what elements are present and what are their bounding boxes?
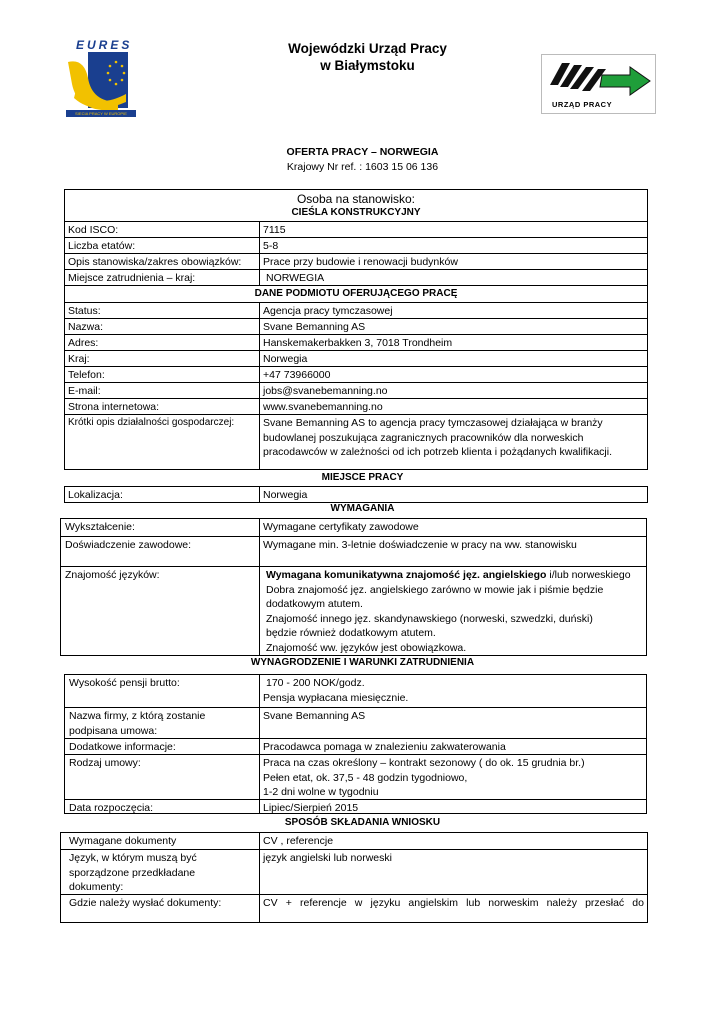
- location-label: Lokalizacja:: [68, 489, 123, 501]
- business-desc-line: pracodawców w zależności od ich potrzeb klienta i pożądanych kwalifikacji.: [263, 446, 613, 458]
- table-row: [65, 414, 647, 469]
- table-row: [65, 382, 647, 398]
- table-row: [65, 398, 647, 414]
- email-value: jobs@svanebemanning.no: [259, 383, 647, 398]
- start-date-value: Lipiec/Sierpień 2015: [259, 800, 646, 813]
- company-value: Svane Bemanning AS: [259, 708, 646, 738]
- table-row: [61, 894, 647, 922]
- table-row: [65, 318, 647, 334]
- contract-line: Praca na czas określony – kontrakt sezonowy ( do ok. 15 grudnia br.): [263, 757, 585, 769]
- gross-salary-value: [259, 675, 646, 707]
- location-value: Norwegia: [259, 487, 647, 502]
- languages-bold: Wymagana komunikatywna znajomość jęz. angielskiego: [266, 569, 547, 581]
- table-row: [65, 221, 647, 237]
- start-date-label: Data rozpoczęcia:: [69, 802, 154, 814]
- education-label: Wykształcenie:: [65, 521, 135, 533]
- experience-value: Wymagane min. 3-letnie doświadczenie w pracy na ww. stanowisku: [259, 537, 646, 566]
- jobs-count-value: 5-8: [259, 238, 647, 253]
- gross-salary-line: Pensja wypłacana miesięcznie.: [263, 691, 409, 704]
- employer-heading-row: [65, 285, 647, 302]
- extra-info-label: Dodatkowe informacje:: [69, 741, 176, 753]
- country-label: Miejsce zatrudnienia – kraj:: [68, 272, 196, 284]
- position-label: Osoba na stanowisko:: [296, 192, 416, 206]
- table-row: [61, 833, 647, 849]
- table-row: [65, 799, 646, 813]
- docs-language-label-line: sporządzone przedkładane: [69, 866, 196, 879]
- send-docs-value: CV + referencje w języku angielskim lub norweskim należy przesłać do: [259, 895, 647, 922]
- header-title-line2: w Białymstoku: [320, 58, 415, 73]
- languages-value: [259, 567, 646, 655]
- send-docs-label: Gdzie należy wysłać dokumenty:: [69, 897, 222, 909]
- table-row: [65, 707, 646, 738]
- requirements-table: [60, 518, 647, 656]
- required-docs-value: CV , referencje: [259, 833, 647, 849]
- eures-emblem-icon: [66, 50, 136, 118]
- country-value: NORWEGIA: [259, 270, 647, 285]
- table-row: [65, 269, 647, 285]
- salary-table: [64, 674, 647, 814]
- company-label-line: Nazwa firmy, z którą zostanie: [69, 710, 206, 722]
- requirements-heading: WYMAGANIA: [330, 503, 395, 514]
- languages-label: Znajomość języków:: [65, 569, 160, 581]
- eures-logo: [66, 38, 136, 118]
- table-row: [65, 237, 647, 253]
- experience-label: Doświadczenie zawodowe:: [65, 539, 192, 551]
- application-table: [60, 832, 648, 923]
- position-table: [64, 189, 648, 470]
- header-title: [200, 40, 535, 74]
- employer-country-label: Kraj:: [68, 353, 90, 365]
- eures-logo-text: EURES: [76, 38, 133, 52]
- table-row: [61, 519, 646, 536]
- contract-value: [259, 755, 646, 799]
- table-row: [65, 253, 647, 269]
- workplace-table: [64, 486, 648, 503]
- languages-line: będzie również dodatkowym atutem.: [266, 627, 436, 639]
- languages-line: Dobra znajomość jęz. angielskiego zarówno w mowie jak i piśmie będzie: [266, 583, 604, 596]
- table-row: [65, 754, 646, 799]
- docs-language-label-line: dokumenty:: [69, 881, 124, 893]
- docs-language-value: język angielski lub norweski: [259, 850, 647, 894]
- employer-heading: DANE PODMIOTU OFERUJĄCEGO PRACĘ: [254, 288, 458, 299]
- docs-language-label: [61, 850, 259, 894]
- address-label: Adres:: [68, 337, 99, 349]
- docs-language-label-line: Język, w którym muszą być: [69, 852, 197, 864]
- urzad-pracy-logo-text: URZĄD PRACY: [552, 100, 613, 109]
- table-row: [65, 487, 647, 502]
- urzad-pracy-logo: [541, 54, 656, 114]
- table-row: [61, 566, 646, 655]
- languages-line: [266, 568, 643, 583]
- duties-value: Prace przy budowie i renowacji budynków: [259, 254, 647, 269]
- business-desc-line: Svane Bemanning AS to agencja pracy tymczasowej działająca w branży: [263, 417, 603, 429]
- workplace-heading: MIEJSCE PRACY: [321, 472, 404, 483]
- company-label-line: podpisana umowa:: [69, 724, 158, 737]
- table-row: [65, 366, 647, 382]
- table-row: [65, 350, 647, 366]
- position-name: CIEŚLA KONSTRUKCYJNY: [291, 207, 421, 218]
- business-desc-value: [259, 415, 647, 469]
- status-label: Status:: [68, 305, 101, 317]
- contract-line: 1-2 dni wolne w tygodniu: [263, 786, 379, 798]
- status-value: Agencja pracy tymczasowej: [259, 303, 647, 318]
- table-row: [61, 536, 646, 566]
- table-row: [61, 849, 647, 894]
- duties-label: Opis stanowiska/zakres obowiązków:: [68, 256, 242, 268]
- table-row: [65, 334, 647, 350]
- application-heading: SPOSÓB SKŁADANIA WNIOSKU: [284, 817, 441, 828]
- required-docs-label: Wymagane dokumenty: [69, 835, 177, 847]
- isco-label: Kod ISCO:: [68, 224, 119, 236]
- company-label: [65, 708, 259, 738]
- address-value: Hanskemakerbakken 3, 7018 Trondheim: [259, 335, 647, 350]
- offer-ref: Krajowy Nr ref. : 1603 15 06 136: [286, 161, 439, 173]
- salary-heading: WYNAGRODZENIE I WARUNKI ZATRUDNIENIA: [250, 657, 475, 668]
- contract-line: Pełen etat, ok. 37,5 - 48 godzin tygodniowo,: [263, 771, 468, 784]
- table-row: [65, 738, 646, 754]
- extra-info-value: Pracodawca pomaga w znalezieniu zakwaterowania: [259, 739, 646, 754]
- gross-salary-line: 170 - 200 NOK/godz.: [266, 677, 365, 689]
- languages-rest: i/lub norweskiego: [546, 569, 631, 581]
- languages-line: Znajomość innego jęz. skandynawskiego (norweski, szwedzki, duński): [266, 612, 593, 625]
- header-title-line1: Wojewódzki Urząd Pracy: [288, 41, 447, 56]
- languages-line: Znajomość ww. języków jest obowiązkowa.: [266, 641, 467, 654]
- jobs-count-label: Liczba etatów:: [68, 240, 136, 252]
- languages-line: dodatkowym atutem.: [266, 598, 363, 610]
- email-label: E-mail:: [68, 385, 101, 397]
- business-desc-line: budowlanej poszukująca zagranicznych pracowników dla norweskich: [263, 431, 584, 444]
- offer-title: OFERTA PRACY – NORWEGIA: [286, 146, 439, 158]
- name-value: Svane Bemanning AS: [259, 319, 647, 334]
- name-label: Nazwa:: [68, 321, 104, 333]
- eures-logo-caption: SIECIA PRACY W EUROPIE: [66, 110, 136, 117]
- table-row: [65, 675, 646, 707]
- website-label: Strona internetowa:: [68, 401, 160, 413]
- contract-label: Rodzaj umowy:: [69, 757, 141, 769]
- isco-value: 7115: [259, 222, 647, 237]
- business-desc-label: Krótki opis działalności gospodarczej:: [68, 417, 235, 428]
- table-row: [65, 302, 647, 318]
- education-value: Wymagane certyfikaty zawodowe: [259, 519, 646, 536]
- employer-country-value: Norwegia: [259, 351, 647, 366]
- phone-label: Telefon:: [68, 369, 105, 381]
- phone-value: +47 73966000: [259, 367, 647, 382]
- gross-salary-label: Wysokość pensji brutto:: [69, 677, 180, 689]
- website-value: www.svanebemanning.no: [259, 399, 647, 414]
